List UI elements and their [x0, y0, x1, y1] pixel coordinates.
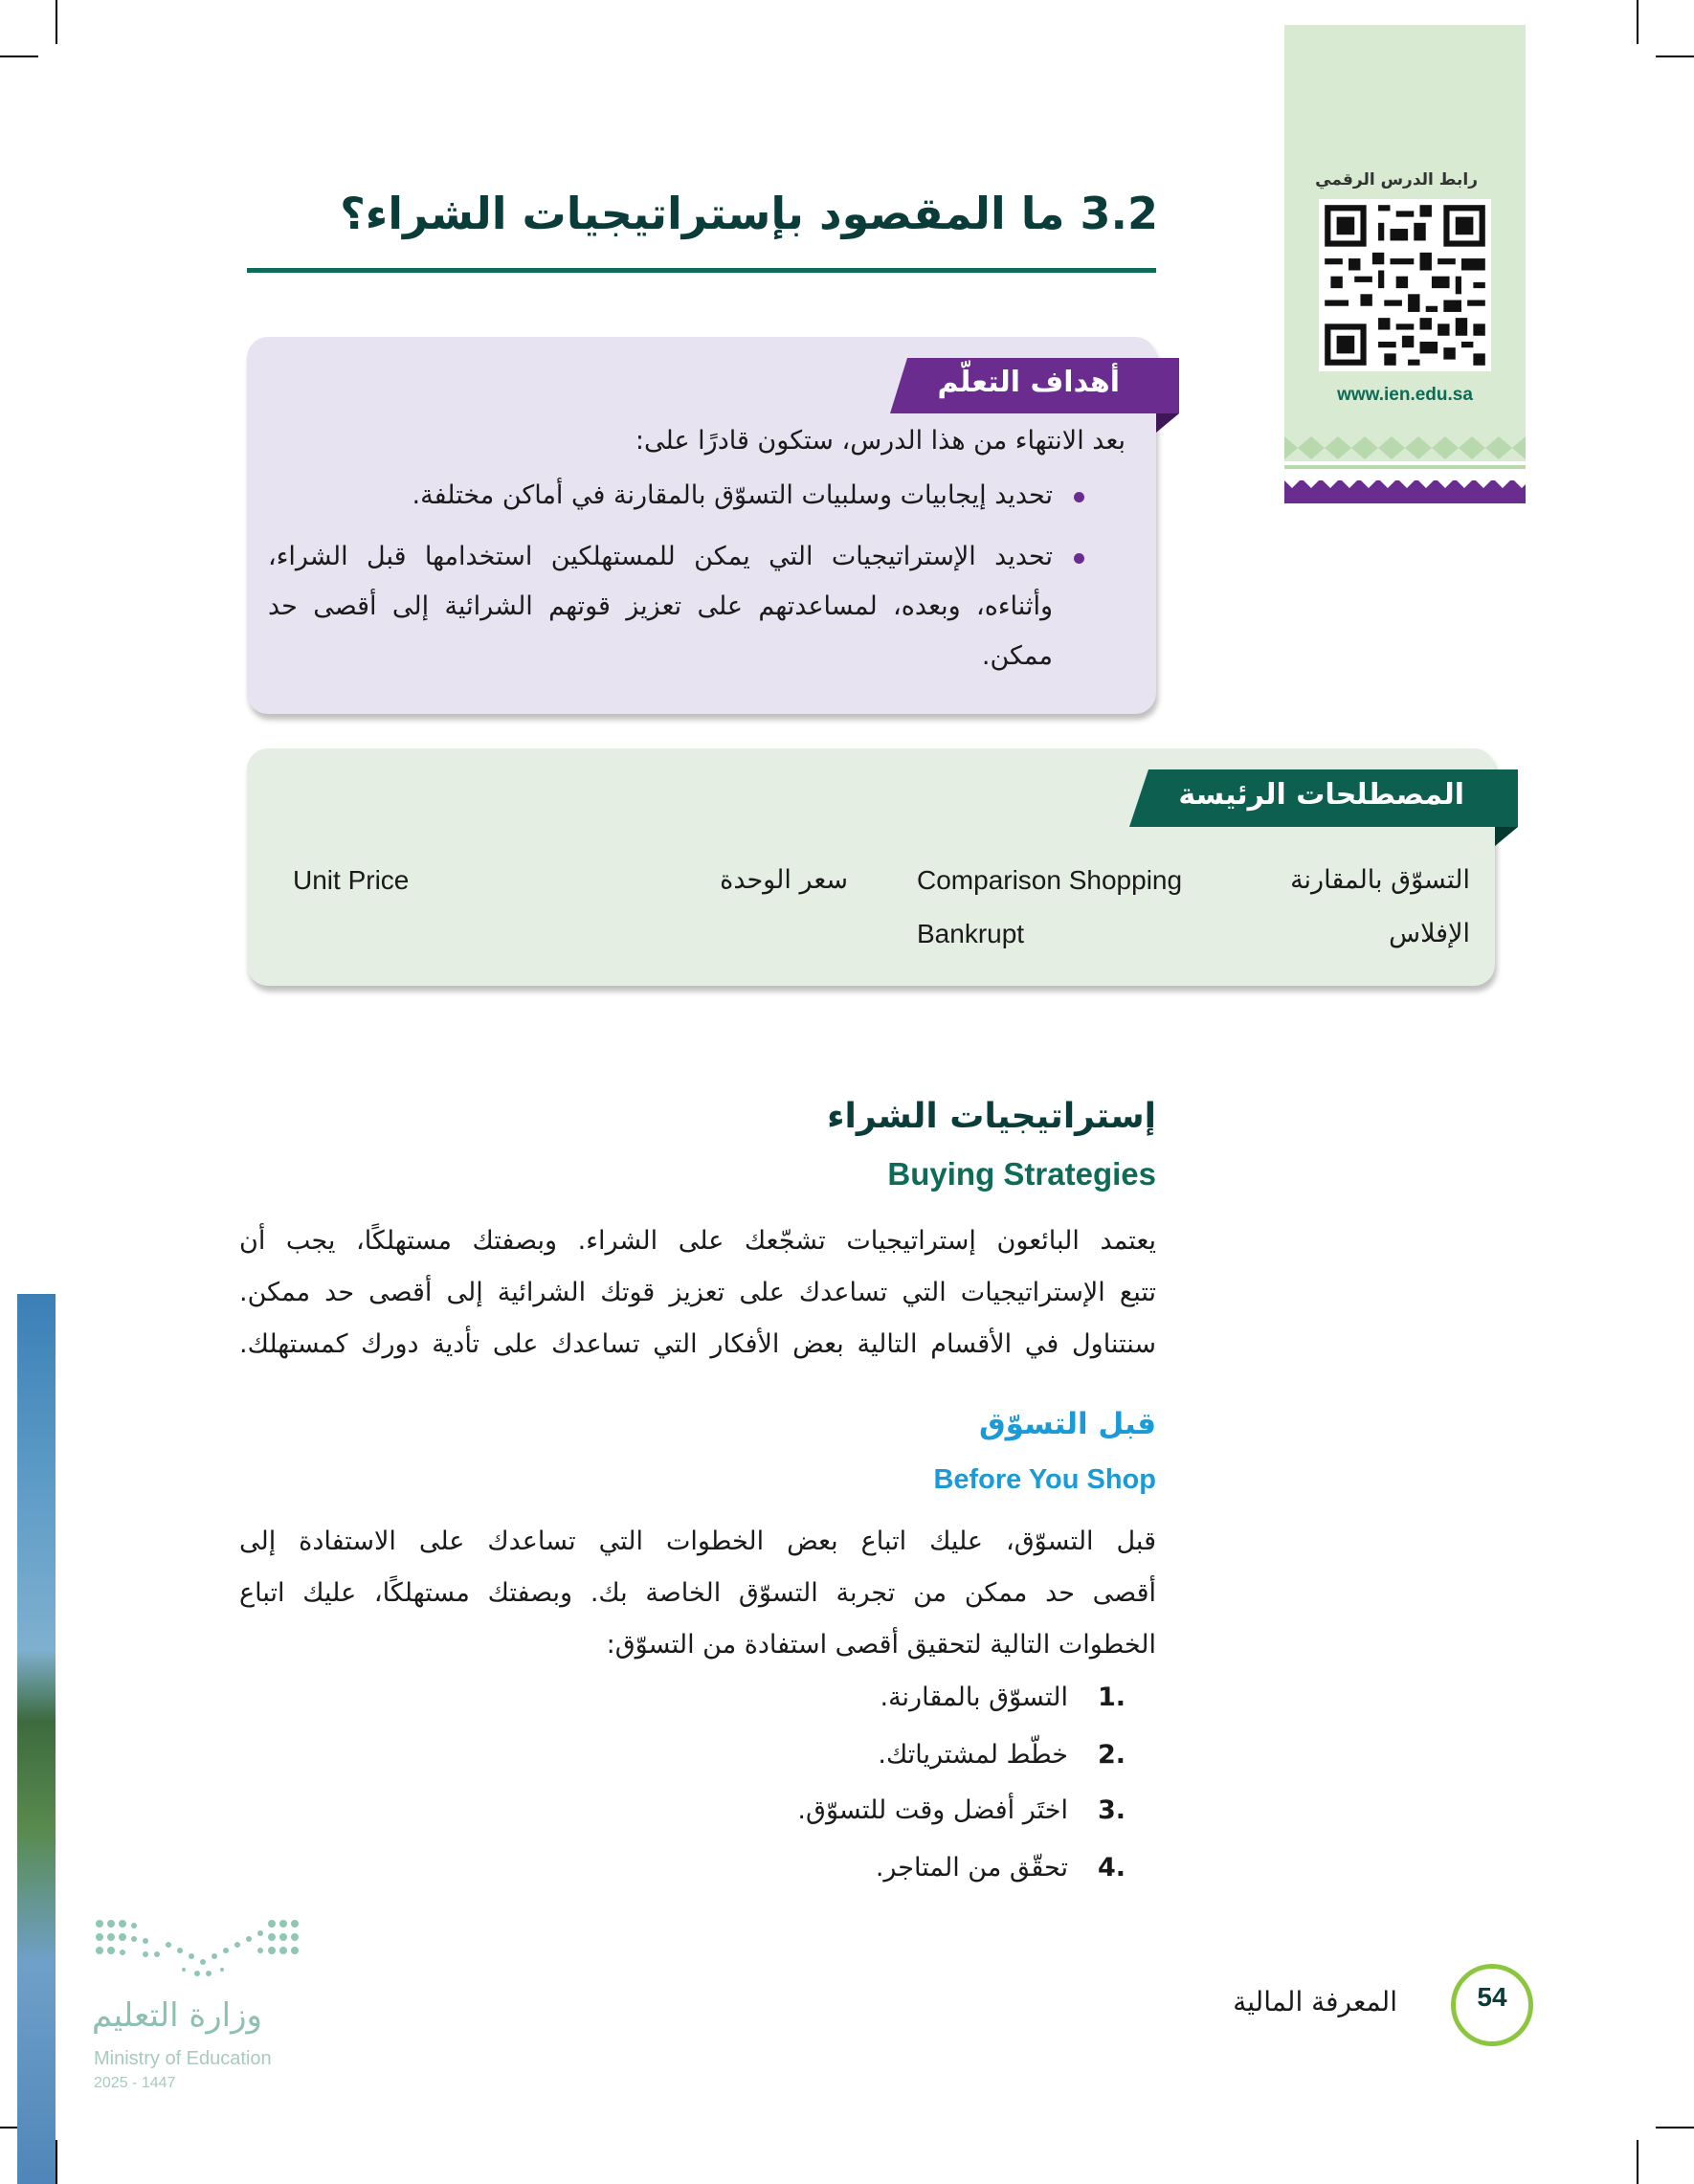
paragraph-line: يعتمد البائعون إستراتيجيات تشجّعك على الشراء. وبصفتك مستهلكًا، يجب أن [239, 1226, 1156, 1256]
step-item: تحقّق من المتاجر. [875, 1853, 1068, 1883]
crop-mark [1656, 56, 1694, 57]
ministry-logo-icon [92, 1916, 301, 1983]
term-arabic: الإفلاس [1389, 919, 1470, 948]
page-number: 54 [1477, 1982, 1507, 2012]
crop-mark [1637, 0, 1638, 44]
objectives-heading: أهداف التعلّم [937, 366, 1120, 399]
qr-code-icon[interactable] [1319, 199, 1491, 371]
objective-item: تحديد إيجابيات وسلبيات التسوّق بالمقارنة في أماكن مختلفة. [412, 480, 1053, 510]
decorative-pattern [1284, 433, 1526, 503]
side-photo [17, 1294, 56, 2184]
term-english: Comparison Shopping [917, 865, 1183, 895]
crop-mark [0, 56, 38, 57]
bullet-icon [1074, 553, 1084, 564]
key-terms-heading: المصطلحات الرئيسة [1178, 778, 1464, 812]
step-number: 4. [1097, 1853, 1126, 1883]
section-title-english: Buying Strategies [887, 1156, 1156, 1192]
title-underline [247, 268, 1156, 273]
crop-mark [56, 0, 57, 44]
ministry-name-arabic: وزارة التعليم [92, 1996, 262, 2035]
term-arabic: التسوّق بالمقارنة [1290, 865, 1470, 895]
paragraph-line: سنتناول في الأقسام التالية بعض الأفكار التي تساعدك على تأدية دورك كمستهلك. [239, 1329, 1156, 1359]
step-item: اختَر أفضل وقت للتسوّق. [797, 1795, 1068, 1825]
term-arabic: سعر الوحدة [720, 865, 848, 895]
key-terms-tab-fold [1495, 827, 1518, 846]
crop-mark [1637, 2140, 1638, 2184]
crop-mark [56, 2140, 57, 2184]
section-title: إستراتيجيات الشراء [827, 1097, 1156, 1136]
step-item: خطّط لمشترياتك. [878, 1740, 1068, 1770]
objectives-intro: بعد الانتهاء من هذا الدرس، ستكون قادرًا على: [635, 426, 1126, 456]
step-number: 2. [1097, 1740, 1126, 1770]
ministry-name-english: Ministry of Education [94, 2048, 272, 2069]
subsection-title-english: Before You Shop [933, 1464, 1156, 1495]
digital-link-label: رابط الدرس الرقمي [1315, 170, 1478, 189]
step-number: 3. [1097, 1795, 1126, 1825]
subsection-title: قبل التسوّق [978, 1407, 1156, 1441]
paragraph-line: قبل التسوّق، عليك اتباع بعض الخطوات التي تساعدك على الاستفادة إلى [239, 1527, 1156, 1556]
site-url-link[interactable]: www.ien.edu.sa [1337, 385, 1473, 405]
step-number: 1. [1097, 1683, 1126, 1712]
book-title: المعرفة المالية [1233, 1986, 1397, 2017]
bullet-icon [1074, 492, 1084, 502]
term-english: Unit Price [293, 865, 410, 895]
lesson-title: 3.2 ما المقصود بإستراتيجيات الشراء؟ [340, 188, 1158, 239]
crop-mark [1656, 2127, 1694, 2128]
paragraph-line: تتبع الإستراتيجيات التي تساعدك على تعزيز قوتك الشرائية إلى أقصى حد ممكن. [239, 1278, 1156, 1307]
step-item: التسوّق بالمقارنة. [880, 1683, 1068, 1712]
ministry-year: 2025 - 1447 [94, 2075, 176, 2091]
objectives-tab-fold [1156, 413, 1179, 433]
paragraph-line: أقصى حد ممكن من تجربة التسوّق الخاصة بك. وبصفتك مستهلكًا، عليك اتباع [239, 1578, 1156, 1608]
paragraph-line: الخطوات التالية لتحقيق أقصى استفادة من التسوّق: [606, 1630, 1156, 1660]
objective-item: تحديد الإستراتيجيات التي يمكن للمستهلكين استخدامها قبل الشراء، وأثناءه، وبعده، لمساعدتهم على تعزيز قوتهم الشرائية إلى أقصى حد ممكن. [268, 542, 1053, 671]
term-english: Bankrupt [917, 919, 1025, 948]
